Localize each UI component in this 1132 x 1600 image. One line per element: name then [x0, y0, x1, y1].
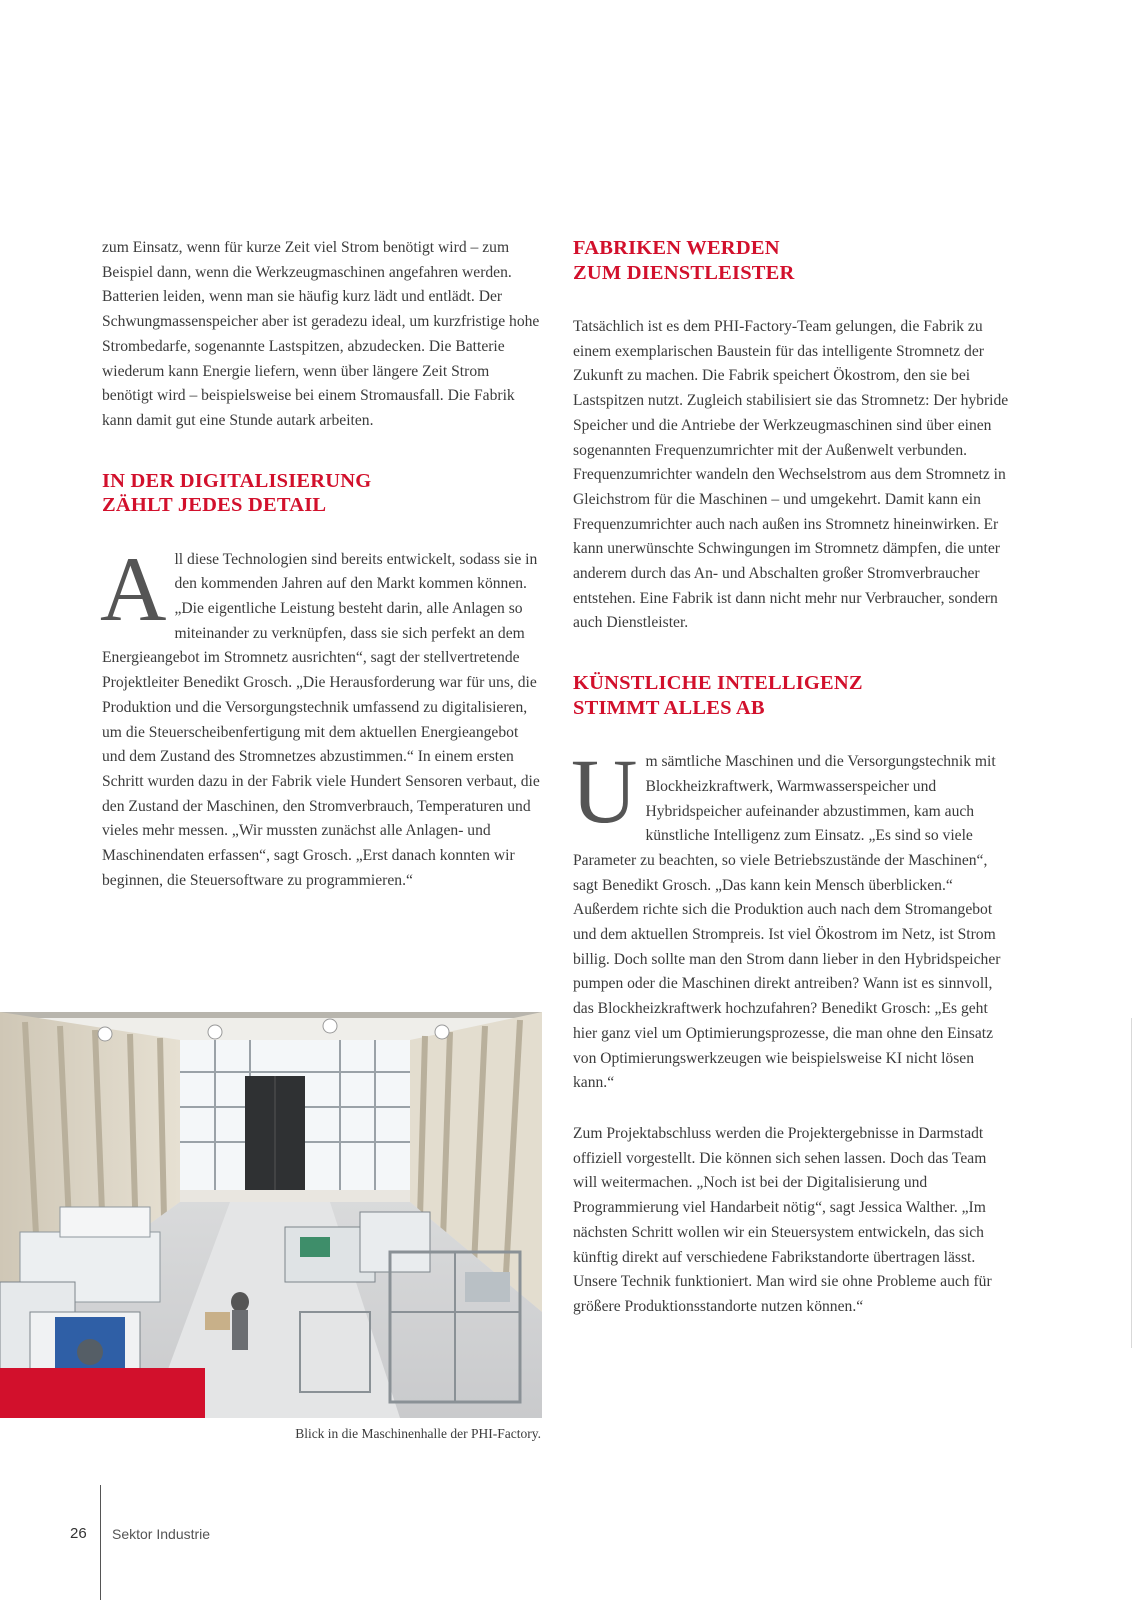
heading-line: KÜNSTLICHE INTELLIGENZ [573, 672, 863, 695]
body-paragraph [100, 537, 542, 894]
heading-line: ZÄHLT JEDES DETAIL [102, 494, 327, 517]
paragraph-text: m sämtliche Maschinen und die Versorgungstechnik mit Blockheizkraftwerk, Warmwasserspeicher und Hybridspeicher aufeinander abzustimmen, kam auch künstliche Intelligenz zum Einsatz. „Es sind so viele Parameter zu beachten, so viele Betriebszustände der Maschinen“, sagt Benedikt Grosch. „Das kann kein Mensch überblicken.“ Außerdem richte sich die Produktion auch nach dem Stromangebot und dem aktuellen Strompreis. Ist viel Ökostrom im Netz, ist Strom billig. Doch sollte man den Strom dann lieber in den Hybridspeicher pumpen oder die Maschinen direkt antreiben? Wann ist es sinnvoll, das Blockheizkraftwerk hochzufahren? Benedikt Grosch: „Es geht hier ganz viel um Optimierungsprozesse, die man ohne den Einsatz von Optimierungswerkzeugen wie beispielsweise KI nicht lösen kann.“ [573, 753, 1001, 1092]
body-paragraph: Zum Projektabschluss werden die Projektergebnisse in Darmstadt offiziell vorgestellt. Die können sich sehen lassen. Doch das Team will weitermachen. „Noch ist bei der Digitalisierung und Programmierung viel Handarbeit nötig“, sagt Jessica Walther. „Im nächsten Schritt wollen wir ein Steuersystem entwickeln, das sich künftig direkt auf verschiedene Fabrikstandorte übertragen lässt. Unsere Technik funktioniert. Man wird sie ohne Probleme auch für größere Produktionsstandorte nutzen können.“ [573, 1124, 992, 1315]
right-column [573, 236, 1013, 1320]
heading-line: ZUM DIENSTLEISTER [573, 261, 795, 284]
photo-caption: Blick in die Maschinenhalle der PHI-Factory. [295, 1426, 541, 1441]
body-paragraph: Tatsächlich ist es dem PHI-Factory-Team gelungen, die Fabrik zu einem exemplarischen Baustein für das intelligente Stromnetz der Zukunft zu machen. Die Fabrik speichert Ökostrom, den sie bei Lastspitzen nutzt. Zugleich stabilisiert sie das Stromnetz: Der hybride Speicher und die Antriebe der Werkzeugmaschinen sind über einen sogenannten Frequenzumrichter mit der Außenwelt verbunden. Frequenzumrichter wandeln den Wechselstrom aus dem Stromnetz in Gleichstrom für die Maschinen – und umgekehrt. Damit kann ein Frequenzumrichter auch nach außen ins Stromnetz hineinwirken. Er kann unerwünschte Schwingungen im Stromnetz dämpfen, die unter anderem durch das An- und Abschalten großer Stromverbraucher entstehen. Eine Fabrik ist dann nicht mehr nur Verbraucher, sondern auch Dienstleister. [573, 318, 1009, 632]
heading-line: STIMMT ALLES AB [573, 696, 765, 719]
left-column [102, 236, 542, 893]
body-paragraph: zum Einsatz, wenn für kurze Zeit viel Strom benötigt wird – zum Beispiel dann, wenn die Werkzeugmaschinen angefahren werden. Batterien leiden, wenn man sie häufig kurz lädt und entlädt. Der Schwungmassenspeicher aber ist geradezu ideal, um kurzfristige hohe Strombedarfe, sogenannte Lastspitzen, abzudecken. Die Batterie wiederum kann Energie liefern, wenn über längere Zeit Strom benötigt wird – beispielsweise bei einem Stromausfall. Die Fabrik kann damit gut eine Stunde autark arbeiten. [102, 239, 540, 429]
section-name: Sektor Industrie [112, 1526, 211, 1542]
drop-cap: A [100, 537, 167, 640]
section-heading [573, 671, 1013, 720]
paragraph-text: ll diese Technologien sind bereits entwickelt, sodass sie in den kommenden Jahren auf den Markt kommen können. „Die eigentliche Leistung besteht darin, alle Anlagen so miteinander zu verknüpfen, dass sie sich perfekt an dem Energieangebot im Stromnetz ausrichten“, sagt der stellvertretende Projektleiter Benedikt Grosch. „Die Herausforderung war für uns, die Produktion und die Versorgungstechnik umfassend zu digitalisieren, um die Steuerscheibenfertigung mit dem aktuellen Energieangebot und dem Zustand des Stromnetzes abzustimmen.“ In einem ersten Schritt wurden dazu in der Fabrik viele Hundert Sensoren verbaut, die den Zustand der Maschinen, den Stromverbrauch, Temperaturen und vieles mehr messen. „Wir mussten zunächst alle Anlagen- und Maschinendaten erfassen“, sagt Grosch. „Erst danach konnten wir beginnen, die Steuersoftware zu programmieren.“ [102, 550, 540, 889]
footer-divider [100, 1485, 101, 1600]
heading-line: FABRIKEN WERDEN [573, 237, 780, 259]
factory-hall-photo [0, 1012, 542, 1418]
section-heading [573, 236, 1013, 285]
section-heading [102, 469, 542, 518]
page-number: 26 [70, 1525, 87, 1542]
drop-cap: U [571, 740, 638, 843]
body-paragraph [571, 740, 1013, 1096]
heading-line: IN DER DIGITALISIERUNG [102, 469, 372, 492]
